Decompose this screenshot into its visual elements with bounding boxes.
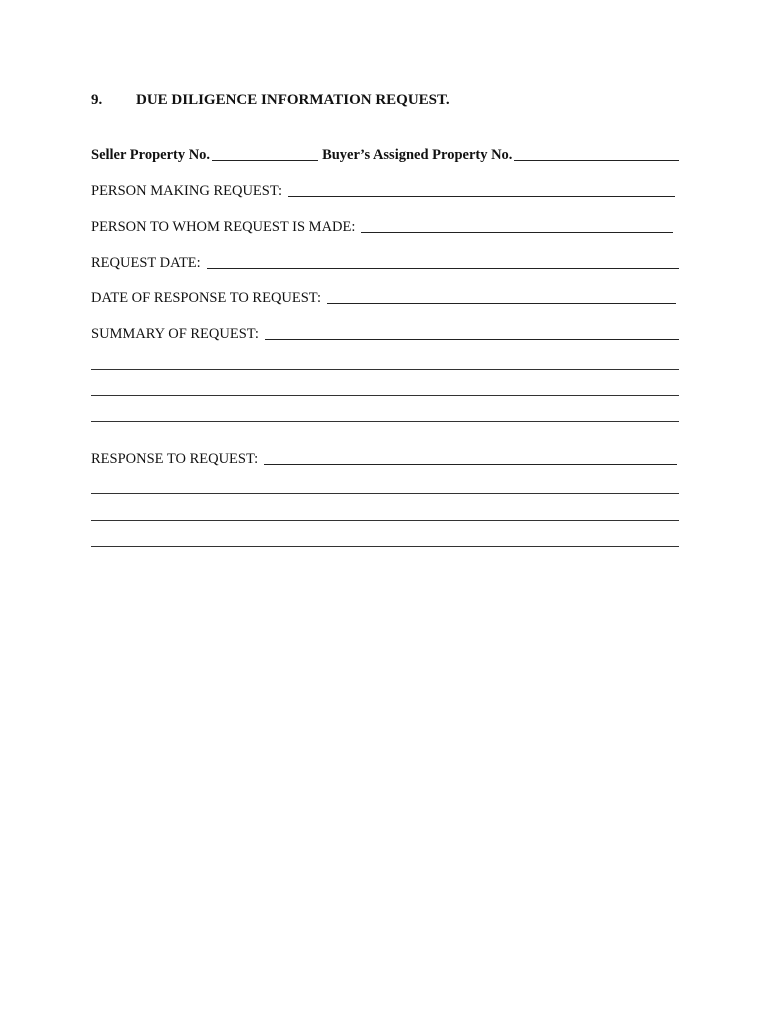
request-date-blank[interactable] [207, 254, 679, 269]
response-line[interactable] [91, 520, 679, 521]
request-date-row [91, 254, 679, 272]
person-to-whom-blank[interactable] [361, 218, 673, 233]
request-date-label: REQUEST DATE: [91, 255, 201, 271]
seller-property-blank[interactable] [212, 146, 318, 161]
date-of-response-row [91, 289, 676, 307]
summary-line[interactable] [91, 421, 679, 422]
date-of-response-blank[interactable] [327, 289, 676, 304]
person-making-request-row [91, 182, 675, 200]
response-to-request-row [91, 450, 677, 468]
buyer-property-label: Buyer’s Assigned Property No. [322, 147, 513, 163]
buyer-property-blank[interactable] [514, 146, 679, 161]
summary-of-request-row [91, 325, 679, 343]
date-of-response-label: DATE OF RESPONSE TO REQUEST: [91, 290, 321, 306]
section-title: DUE DILIGENCE INFORMATION REQUEST. [136, 92, 450, 108]
response-to-request-blank[interactable] [264, 450, 677, 465]
property-number-row [91, 146, 679, 164]
response-line[interactable] [91, 546, 679, 547]
seller-property-label: Seller Property No. [91, 147, 211, 163]
person-making-request-blank[interactable] [288, 182, 675, 197]
person-to-whom-row [91, 218, 673, 236]
section-number: 9. [91, 92, 103, 108]
summary-of-request-label: SUMMARY OF REQUEST: [91, 326, 259, 342]
summary-line[interactable] [91, 369, 679, 370]
response-line[interactable] [91, 493, 679, 494]
response-to-request-label: RESPONSE TO REQUEST: [91, 451, 259, 467]
person-to-whom-label: PERSON TO WHOM REQUEST IS MADE: [91, 219, 356, 235]
summary-of-request-blank[interactable] [265, 325, 679, 340]
person-making-request-label: PERSON MAKING REQUEST: [91, 183, 283, 199]
section-heading [91, 92, 450, 109]
summary-line[interactable] [91, 395, 679, 396]
